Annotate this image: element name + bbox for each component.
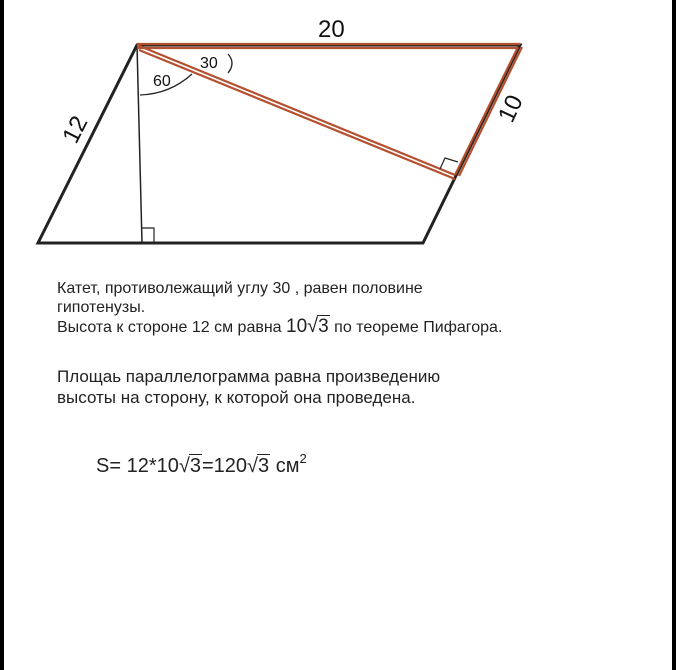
- formula-middle: =120: [201, 455, 248, 477]
- formula-radicand-1: 3: [189, 455, 201, 477]
- right-angle-mark-side: [440, 158, 458, 169]
- label-angle-30: 30: [200, 55, 218, 72]
- explanation-paragraph: [57, 279, 657, 337]
- parallelogram-outline: [38, 45, 520, 243]
- label-top-side: 20: [318, 16, 345, 43]
- formula-exponent: 2: [299, 451, 307, 466]
- text-line-4: Площаь параллелограмма равна произведению: [57, 367, 441, 386]
- height-coefficient: 10: [286, 316, 308, 337]
- right-angle-mark-bottom: [142, 228, 154, 243]
- text-line-2: гипотенузы.: [57, 299, 146, 316]
- label-right-side: 10: [492, 90, 529, 127]
- formula-unit: см: [270, 455, 300, 477]
- formula-radicand-2: 3: [258, 455, 270, 477]
- height-radicand: 3: [318, 316, 329, 337]
- height-line: [137, 45, 142, 243]
- label-left-side: 12: [57, 111, 94, 148]
- angle-arc-30: [228, 54, 232, 73]
- label-angle-60: 60: [153, 73, 171, 90]
- text-line-3: [57, 317, 657, 337]
- formula-radical-1: √3: [178, 455, 201, 477]
- text-line-1: Катет, противолежащий углу 30 , равен половине: [57, 280, 423, 297]
- text-line-3-before: Высота к стороне 12 см равна: [57, 319, 287, 336]
- text-line-5: высоты на сторону, к которой она проведена.: [57, 388, 416, 407]
- area-rule-paragraph: [57, 366, 657, 408]
- formula-radical-2: √3: [247, 455, 270, 477]
- text-line-3-after: по теореме Пифагора.: [329, 319, 503, 336]
- area-formula: [96, 451, 307, 478]
- height-radical: √3: [307, 315, 329, 337]
- formula-prefix: S= 12*10: [96, 455, 179, 477]
- parallelogram-diagram: [0, 0, 676, 270]
